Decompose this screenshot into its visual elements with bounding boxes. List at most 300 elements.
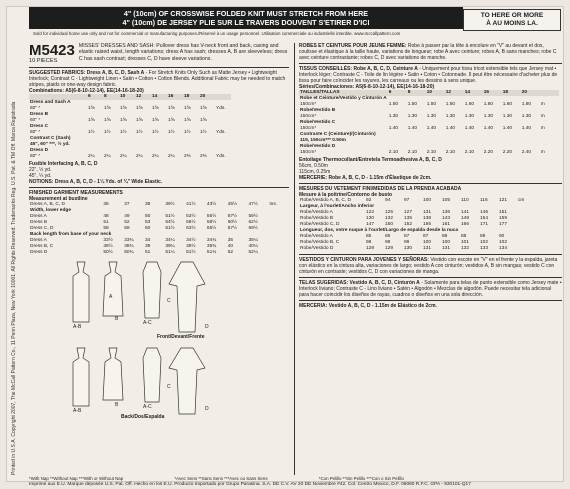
row-label: 60" * bbox=[30, 118, 41, 123]
row-value: 33½ bbox=[103, 238, 113, 243]
row-label: Robe/Vestido B bbox=[300, 216, 334, 221]
row-value: 50½ bbox=[103, 250, 113, 255]
row-value: 37 bbox=[124, 202, 130, 207]
row-value: 1.30 bbox=[388, 114, 399, 119]
row-value: 58 bbox=[103, 226, 109, 231]
divider bbox=[29, 187, 289, 188]
french-description bbox=[299, 43, 562, 61]
row-value: 136 bbox=[442, 210, 451, 215]
banner-line-2: 4" (10cm) DE JERSEY PLIE SUR LE TRAVERS DOUVENT S'ETIRER D'ICI bbox=[122, 18, 370, 27]
row-label: Dress B bbox=[30, 112, 49, 117]
fig-label: C bbox=[167, 384, 171, 390]
row-value: 166 bbox=[461, 222, 470, 227]
imprint: Imprimé aux E.U. Marque déposée U.S. Pat. Off. Hecho en los E.U. Producto Importado por Grupo Parasina. S.A. DE C.V. AV 20 DE Noviembre #42. Col. Centro Mexico, D.F. 06060 R.F.C. GPA - 930101-Q17 bbox=[29, 482, 471, 487]
section-title: Back length from base of your neck bbox=[30, 232, 112, 237]
row-value: 39½ bbox=[165, 202, 175, 207]
row-value: 121 bbox=[499, 198, 508, 203]
row-value: 2⅜ bbox=[200, 154, 207, 159]
row-value: 1.50 bbox=[426, 102, 437, 107]
row-value: 2¼ bbox=[104, 154, 111, 159]
row-value: 39¾ bbox=[206, 244, 217, 249]
row-value: 141 bbox=[461, 210, 470, 215]
header-size: 12 bbox=[136, 94, 142, 99]
row-value: 1.50 bbox=[407, 102, 418, 107]
row-value: 67½ bbox=[227, 226, 238, 231]
row-value: 2.40 bbox=[521, 150, 532, 155]
row-value: 88 bbox=[442, 234, 448, 239]
row-value: 56½ bbox=[186, 220, 196, 225]
spanish-fabrics-title: TELAS SUGERIDAS: Vestido A, B, C, D, Cinturón A bbox=[299, 280, 420, 286]
row-label: Dress A bbox=[30, 238, 47, 243]
row-value: 33¾ bbox=[124, 238, 134, 243]
notions: NOTIONS: Dress A, B, C, D - 1¼ Yds. of ¾" Wide Elastic. bbox=[29, 179, 163, 185]
row-value: 1⅝ bbox=[152, 118, 159, 123]
mesures-title: MESURES DU VETEMENT FINI/MEDIDAS DE LA PRENDA ACABADA bbox=[299, 186, 462, 192]
row-label: Dress C, D bbox=[30, 226, 54, 231]
row-value: 138 bbox=[423, 216, 432, 221]
row-value: 51½ bbox=[186, 250, 196, 255]
row-label: 150cm* bbox=[300, 150, 317, 155]
row-value: m bbox=[540, 126, 545, 131]
row-value: 59½ bbox=[248, 214, 258, 219]
stretch-target-box bbox=[463, 9, 561, 31]
row-value: 40 bbox=[227, 244, 234, 249]
divider bbox=[299, 63, 562, 64]
row-label: Dress A, B, C, D bbox=[30, 202, 65, 207]
row-value: 2.10 bbox=[426, 150, 437, 155]
interfacing-line-1: 22", ½ yd. bbox=[29, 167, 52, 173]
pattern-description: MISSES' DRESSES AND SASH: Pullover dress has V-neck front and back, casing and elastic raised waist, length variations; dress A has sash; dresses A, B are sleeveless; dress C has sash contrast; dresses C, D have sleeve variations. bbox=[78, 43, 288, 62]
row-value: 150 bbox=[385, 222, 394, 227]
banner-line-1: 4" (10cm) OF CROSSWISE FOLDED KNIT MUST STRETCH FROM HERE bbox=[123, 9, 369, 18]
row-value: 128 bbox=[366, 246, 375, 251]
side-copyright: Printed in U.S.A. Copyright 2007, The McCall Pattern Co., 11 Penn Plaza, New York 10001. All Rights Reserved. Trademarks Reg. U.S. Pat. & TM Off. Marca Registrada bbox=[11, 101, 17, 475]
row-value: 54½ bbox=[165, 220, 175, 225]
table-row bbox=[299, 150, 559, 156]
fabrics-title: SUGGESTED FABRICS: Dress A, B, C, D, Sash A bbox=[29, 70, 145, 76]
dress-d-back-icon bbox=[169, 348, 205, 414]
row-label: 60" * bbox=[30, 154, 41, 159]
row-value: 1⅝ bbox=[104, 118, 111, 123]
row-value: 65½ bbox=[206, 226, 217, 231]
header-size: 6 bbox=[388, 90, 392, 95]
row-label: 60" * bbox=[30, 106, 41, 111]
row-value: 1.60 bbox=[464, 102, 475, 107]
row-value: 1½ bbox=[184, 130, 191, 135]
row-value: 2.10 bbox=[464, 150, 475, 155]
dress-d-front-icon bbox=[169, 262, 205, 332]
measurements-title: FINISHED GARMENT MEASUREMENTS bbox=[29, 190, 123, 196]
nap-french: *Avec Sens **Sans Sens ***Avec ou Sans Sens bbox=[174, 476, 268, 481]
fabrics-block bbox=[29, 70, 289, 88]
header-size: 10 bbox=[120, 94, 126, 99]
header-label: TAILLES/TALLAS bbox=[300, 90, 340, 95]
row-value: 88 bbox=[461, 234, 467, 239]
row-value: 53 bbox=[144, 220, 151, 225]
pattern-pieces: 10 PIECES bbox=[29, 58, 58, 64]
metric-yardage-table bbox=[299, 90, 559, 156]
row-value: 55½ bbox=[206, 214, 217, 219]
row-value: 87 bbox=[423, 234, 429, 239]
row-value: 1.40 bbox=[388, 126, 399, 131]
row-value: 40¼ bbox=[248, 244, 258, 249]
row-value: 1.40 bbox=[521, 126, 532, 131]
dress-c-front-icon bbox=[143, 262, 161, 318]
sold-notice: Sold for individual home use only and not for commercial or manufacturing purposes./Réservé à un usage personnel. Utilisation commerciale ou industrielle interdite. www.mccallpattern.com bbox=[33, 31, 401, 36]
row-value: 48 bbox=[103, 214, 109, 219]
fig-label: B bbox=[115, 316, 119, 322]
row-value: 151 bbox=[499, 210, 508, 215]
row-value: 116 bbox=[480, 198, 488, 203]
target-line-1: TO HERE OR MORE bbox=[480, 12, 544, 19]
pattern-number: M5423 bbox=[29, 42, 75, 59]
row-value: 100 bbox=[423, 240, 432, 245]
row-value: 2¼ bbox=[88, 154, 95, 159]
row-label: Robe/Vestido C, D bbox=[300, 222, 340, 227]
row-value: 38½ bbox=[103, 244, 113, 249]
row-value: 57½ bbox=[227, 214, 238, 219]
row-value: 130 bbox=[404, 246, 413, 251]
row-value: 63½ bbox=[186, 226, 196, 231]
row-value: Ins. bbox=[269, 202, 278, 207]
interfacing-title: Fusible Interfacing A, B, C, D bbox=[29, 161, 98, 167]
header-size: 16 bbox=[168, 94, 174, 99]
row-value: 87 bbox=[404, 234, 410, 239]
row-label: Dress C bbox=[30, 124, 49, 129]
row-value: 60½ bbox=[227, 220, 238, 225]
entoilage-block bbox=[299, 157, 562, 175]
row-label: 150cm* bbox=[300, 102, 317, 107]
row-value: 51¾ bbox=[206, 250, 217, 255]
header-size: 14 bbox=[152, 94, 158, 99]
row-value: 34 bbox=[144, 238, 151, 243]
row-value: 154 bbox=[480, 216, 489, 221]
table-row bbox=[29, 154, 231, 160]
row-value: 1.30 bbox=[521, 114, 532, 119]
row-value: 39 bbox=[144, 244, 151, 249]
row-label: Robe/Vestido A, B, C, D bbox=[300, 198, 351, 203]
row-value: 1.40 bbox=[502, 126, 513, 131]
row-value: 52 bbox=[124, 220, 130, 225]
row-value: 1⅝ bbox=[136, 106, 143, 111]
row-value: 143 bbox=[442, 216, 451, 221]
row-value: 90 bbox=[499, 234, 505, 239]
target-line-2: À AU MOINS LA. bbox=[486, 20, 538, 27]
row-value: 1.60 bbox=[502, 102, 513, 107]
row-value: 94 bbox=[385, 198, 391, 203]
row-value: 1.60 bbox=[483, 102, 494, 107]
row-value: 41½ bbox=[186, 202, 196, 207]
row-value: 34½ bbox=[186, 238, 196, 243]
metric-measurement-table bbox=[299, 198, 536, 252]
row-value: 34¾ bbox=[206, 238, 217, 243]
dress-c-back-icon bbox=[143, 348, 161, 402]
row-value: 2¼ bbox=[120, 154, 127, 159]
row-value: 1.30 bbox=[445, 114, 456, 119]
row-value: m bbox=[540, 102, 545, 107]
french-text: Robe à passer par la tête à encolure en "V" au devant et dos, coulisse et élastique à la taille haute, variations de longueur; robe A avec ceinture; robes A, B sans manches; robe C avec ceinture contrastante; robes C, D avec variations de manche. bbox=[299, 43, 557, 61]
row-value: 51½ bbox=[165, 214, 175, 219]
merceria: MERCERIA: Vestido A, B, C, D - 1.15m de Elástico de 2cm. bbox=[299, 303, 437, 309]
row-value: 177 bbox=[499, 222, 508, 227]
row-label: 60" * bbox=[30, 130, 41, 135]
row-label: Robe et Ceinture/Vestido y Cinturón A bbox=[300, 96, 387, 101]
row-value: 2.10 bbox=[407, 150, 418, 155]
row-value: 98 bbox=[385, 240, 391, 245]
row-value: 1½ bbox=[152, 130, 159, 135]
row-label: Dress B, C bbox=[30, 244, 54, 249]
divider bbox=[29, 67, 289, 68]
header-size: 10 bbox=[426, 90, 433, 95]
row-value: 159 bbox=[499, 216, 508, 221]
section-title: Width, lower edge bbox=[30, 208, 71, 213]
mesures-bust-title: Mesure à la poitrine/Contorno de busto bbox=[299, 192, 393, 198]
row-value: Yds. bbox=[216, 106, 226, 111]
row-label: Robe/Vestido D bbox=[300, 144, 336, 149]
row-value: 51 bbox=[144, 250, 151, 255]
row-value: 1.40 bbox=[426, 126, 437, 131]
row-value: 1⅝ bbox=[168, 118, 175, 123]
row-value: 1.40 bbox=[407, 126, 418, 131]
row-value: 39¼ bbox=[165, 244, 175, 249]
row-value: 1½ bbox=[200, 130, 207, 135]
row-value: 1.50 bbox=[388, 102, 399, 107]
row-value: 1⅝ bbox=[88, 106, 95, 111]
row-value: 86 bbox=[385, 234, 391, 239]
row-value: 50¾ bbox=[124, 250, 134, 255]
header-size: 8 bbox=[407, 90, 411, 95]
row-value: 59 bbox=[124, 226, 130, 231]
row-label: Robe/Vestido D bbox=[300, 246, 334, 251]
row-value: cm bbox=[518, 198, 525, 203]
spanish-description bbox=[299, 257, 562, 275]
row-value: 1.30 bbox=[502, 114, 513, 119]
row-value: 38 bbox=[144, 202, 151, 207]
yardage-table bbox=[29, 94, 231, 160]
nap-english: *With Nap **Without Nap ***With or Without Nap bbox=[29, 476, 124, 481]
row-value: 2.10 bbox=[445, 150, 456, 155]
row-value: 1½ bbox=[136, 130, 143, 135]
row-value: 1.30 bbox=[407, 114, 418, 119]
row-value: m bbox=[540, 114, 545, 119]
spanish-title: VESTIDOS Y CINTURON PARA JOVENES Y SEÑORAS: bbox=[299, 257, 429, 263]
spanish-fabrics-text: - Solamente para telas de punto extensible como Jersey mate • Interlock liviano; Contraste C - Lino liviano • Satén • Algodón • Mezclas de algodón. Puede necesitar tela adicional para hacer coincidir los diseños de rayas, cuadros o diseños en una sola dirección. bbox=[299, 280, 562, 298]
row-value: 171 bbox=[480, 222, 489, 227]
row-value: 1⅝ bbox=[104, 106, 111, 111]
row-value: 60 bbox=[144, 226, 151, 231]
interfacing-line-2: 45", ¼ yd. bbox=[29, 173, 52, 179]
row-value: 1.40 bbox=[483, 126, 494, 131]
row-value: 132 bbox=[461, 246, 470, 251]
measurement-table bbox=[29, 202, 289, 256]
french-combinations: Séries/Combinaciones: A5(6-8-10-12-14), EE(14-16-18-20) bbox=[299, 84, 435, 90]
row-value: 1½ bbox=[168, 130, 175, 135]
pattern-sheet bbox=[6, 6, 564, 487]
fig-label: D bbox=[205, 324, 209, 330]
dress-b-back-icon bbox=[103, 348, 123, 400]
section-title: Largeur, à l'ourlet/Ancho inferior bbox=[300, 204, 375, 209]
french-title: ROBES ET CEINTURE POUR JEUNE FEMME: bbox=[299, 43, 407, 49]
row-value: 85 bbox=[366, 234, 372, 239]
row-value: 122 bbox=[366, 210, 375, 215]
row-value: 2¼ bbox=[152, 154, 159, 159]
entoilage-line-2: 115cm, 0.25m bbox=[299, 169, 331, 175]
row-value: Yds. bbox=[216, 130, 226, 135]
row-value: 135 bbox=[404, 216, 413, 221]
row-value: 97 bbox=[404, 198, 410, 203]
row-value: 131 bbox=[423, 246, 432, 251]
row-value: 98 bbox=[366, 240, 372, 245]
fig-label: A bbox=[109, 294, 113, 300]
front-caption: Front/Devant/Frente bbox=[157, 334, 205, 340]
row-value: 1½ bbox=[88, 130, 95, 135]
row-value: 1.50 bbox=[445, 102, 456, 107]
row-value: 52¼ bbox=[248, 250, 258, 255]
header-size: 12 bbox=[445, 90, 452, 95]
row-value: 1.30 bbox=[464, 114, 475, 119]
row-value: 1.30 bbox=[426, 114, 437, 119]
fig-label: D bbox=[205, 406, 209, 412]
translation-column bbox=[294, 43, 562, 475]
spanish-text: Vestido con escote en "V" en el frente y la espalda, jareta con elástico en la cintura alta, variaciones de largo; vestido A con cinturón; vestidos A, B sin mangas; vestido C con cinturón en contraste; vestidos C, D con variaciones de manga. bbox=[299, 257, 558, 275]
table-row bbox=[299, 246, 536, 252]
row-value: 146 bbox=[480, 210, 489, 215]
row-value: 130 bbox=[366, 216, 375, 221]
combinations: Combinations: A5(6-8-10-12-14), EE(14-16-18-20) bbox=[29, 88, 144, 94]
french-fabrics-text: - Uniquement pour tissu tricot extensible tels que Jersey mat • Interlock léger; Contraste C - Toile de lin légère • Satin • Coton • Cotonnade. Il peut être nécessaire d'acheter plus de tissu pour faire coïncider les rayures, les carreaux ou les dessins à sens unique. bbox=[299, 66, 558, 84]
row-value: 133 bbox=[480, 246, 489, 251]
fig-label: A-C bbox=[143, 404, 152, 410]
entoilage-title: Entoilage Thermocollant/Entretela Termoadhesiva A, B, C, D bbox=[299, 157, 442, 163]
row-value: 61½ bbox=[165, 226, 175, 231]
row-label: Dress D bbox=[30, 148, 49, 153]
spanish-fabrics bbox=[299, 280, 562, 298]
divider bbox=[299, 183, 562, 184]
row-value: 1½ bbox=[104, 130, 111, 135]
row-value: 100 bbox=[423, 198, 432, 203]
fig-label: A-C bbox=[143, 320, 152, 326]
row-value: m bbox=[540, 150, 545, 155]
row-value: 1⅝ bbox=[184, 118, 191, 123]
row-label: 150cm* bbox=[300, 114, 317, 119]
header-size: 20 bbox=[200, 94, 206, 99]
row-value: 1⅝ bbox=[168, 106, 175, 111]
row-value: 53½ bbox=[186, 214, 196, 219]
row-value: 2.10 bbox=[388, 150, 399, 155]
french-fabrics-title: TISSUS CONSEILLÉS: Robe A, B, C, D, Ceinture A bbox=[299, 66, 418, 72]
entoilage-line-1: 56cm, 0.50m bbox=[299, 163, 328, 169]
row-value: 1.40 bbox=[445, 126, 456, 131]
bust-title: Measurement at bustline bbox=[29, 196, 88, 202]
row-value: 127 bbox=[404, 210, 413, 215]
row-value: 47½ bbox=[248, 202, 258, 207]
row-value: 35¼ bbox=[248, 238, 258, 243]
row-value: 125 bbox=[385, 210, 394, 215]
row-value: 110 bbox=[461, 198, 469, 203]
row-value: 105 bbox=[442, 198, 451, 203]
row-value: 100 bbox=[442, 240, 451, 245]
row-value: 101 bbox=[461, 240, 470, 245]
row-label: Contraste C (Ceinture)/(Cinturón) bbox=[300, 132, 376, 137]
row-value: 1⅝ bbox=[120, 106, 127, 111]
french-fabrics bbox=[299, 66, 562, 84]
fig-label: A-B bbox=[73, 324, 82, 330]
row-value: 131 bbox=[442, 246, 451, 251]
row-value: 132 bbox=[385, 216, 394, 221]
header-size: 18 bbox=[502, 90, 509, 95]
row-value: 1⅝ bbox=[88, 118, 95, 123]
row-value: 50 bbox=[144, 214, 151, 219]
row-label: 45", 60" ***, ½ yd. bbox=[30, 142, 70, 147]
row-value: 1.40 bbox=[464, 126, 475, 131]
row-value: 149 bbox=[461, 216, 470, 221]
row-value: 129 bbox=[385, 246, 394, 251]
row-value: 1⅝ bbox=[200, 106, 207, 111]
row-value: 1½ bbox=[120, 130, 127, 135]
row-value: 102 bbox=[499, 240, 508, 245]
header-size: 18 bbox=[184, 94, 190, 99]
row-value: 38¾ bbox=[124, 244, 134, 249]
row-value: 69½ bbox=[248, 226, 258, 231]
fig-label: A-B bbox=[73, 408, 82, 414]
dress-b-front-icon bbox=[103, 262, 123, 316]
interfacing-block bbox=[29, 161, 289, 179]
row-value: 58½ bbox=[206, 220, 217, 225]
row-label: Dress A bbox=[30, 214, 47, 219]
row-value: 2¼ bbox=[136, 154, 143, 159]
row-label: Robe/Vestido B, C bbox=[300, 240, 340, 245]
row-value: 1.80 bbox=[521, 102, 532, 107]
row-value: 102 bbox=[480, 240, 489, 245]
row-value: 2.20 bbox=[502, 150, 513, 155]
divider bbox=[299, 300, 562, 301]
pattern-header bbox=[29, 43, 289, 65]
header-size: 20 bbox=[521, 90, 528, 95]
row-value: 62½ bbox=[248, 220, 258, 225]
row-value: 1⅝ bbox=[200, 118, 207, 123]
row-value: 1⅝ bbox=[184, 106, 191, 111]
row-label: 115, 150cm*** 0.50m bbox=[300, 138, 346, 143]
row-value: 36 bbox=[103, 202, 109, 207]
row-value: 99 bbox=[404, 240, 410, 245]
row-value: 39½ bbox=[186, 244, 196, 249]
row-value: 161 bbox=[442, 222, 451, 227]
fig-label: C bbox=[167, 298, 171, 304]
row-value: 92 bbox=[366, 198, 372, 203]
divider bbox=[299, 277, 562, 278]
row-label: Dress and Sash A bbox=[30, 100, 71, 105]
section-title: Longueur, dos, votre nuque à l'ourlet/Largo de espalda desde la nuca bbox=[300, 228, 459, 233]
row-label: Robe/Vestido B bbox=[300, 108, 336, 113]
row-value: 1.30 bbox=[483, 114, 494, 119]
header-size: 8 bbox=[104, 94, 107, 99]
divider bbox=[299, 254, 562, 255]
row-value: 51¼ bbox=[165, 250, 175, 255]
row-value: 1⅝ bbox=[152, 106, 159, 111]
row-value: 49 bbox=[124, 214, 130, 219]
row-value: 35 bbox=[227, 238, 234, 243]
row-value: Yds. bbox=[216, 154, 226, 159]
row-label: Contrast C (Sash) bbox=[30, 136, 71, 141]
row-value: 89 bbox=[480, 234, 486, 239]
fabrics-text: - For Stretch Knits Only Such as Matte Jersey • Lightweight Interlock; Contrast C - Lightweight Linen • Satin • Cotton • Cotton Blends. Additional Fabric may be needed to match stripes, plaids or one-way design fabric. bbox=[29, 70, 286, 88]
footer bbox=[29, 476, 563, 488]
row-label: Robe/Vestido A bbox=[300, 234, 333, 239]
row-label: Robe/Vestido A bbox=[300, 210, 333, 215]
row-value: 2¼ bbox=[168, 154, 175, 159]
stretch-arrow-icon bbox=[439, 9, 449, 27]
back-caption: Back/Dos/Espalda bbox=[121, 414, 165, 420]
